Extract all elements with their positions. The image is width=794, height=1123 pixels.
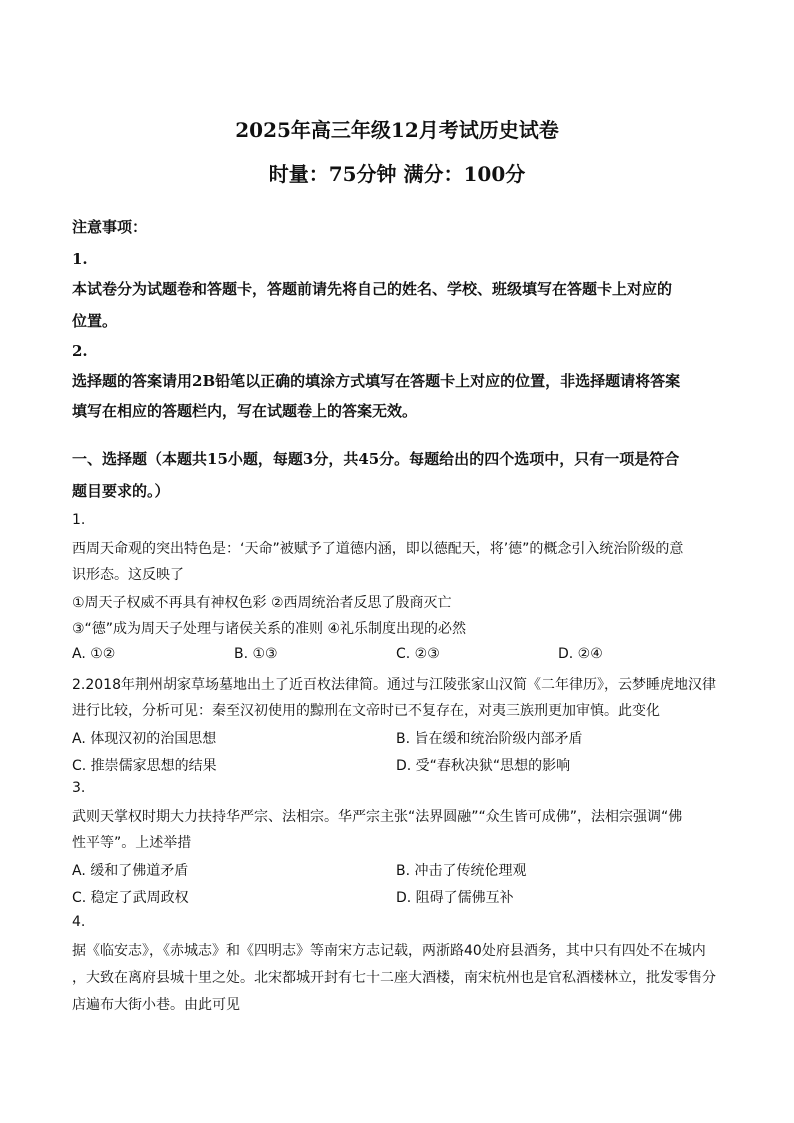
question-1-stem-line-1: 西周天命观的突出特色是：‘天命”被赋予了道德内涵，即以德配天，将’德”的概念引入统治阶级的意 (72, 541, 684, 557)
question-3-option-d: D. 阻碍了儒佛互补 (396, 890, 514, 906)
notice-heading: 注意事项： (72, 218, 148, 236)
question-3-stem-line-1: 武则天掌权时期大力扶持华严宗、法相宗。华严宗主张“法界圆融”“众生皆可成佛”，法相宗强调“佛 (72, 809, 683, 825)
question-2-option-a: A. 体现汉初的治国思想 (72, 731, 217, 747)
section-heading-line-2: 题目要求的。） (72, 482, 170, 500)
notice-item-2-line-2: 填写在相应的答题栏内，写在试题卷上的答案无效。 (72, 402, 418, 420)
notice-item-2-line-1: 选择题的答案请用2B铅笔以正确的填涂方式填写在答题卡上对应的位置，非选择题请将答案 (72, 372, 681, 390)
notice-item-1-line-2: 位置。 (72, 312, 118, 330)
section-heading-line-1: 一、选择题（本题共15小题，每题3分，共45分。每题给出的四个选项中，只有一项是符合 (72, 450, 680, 468)
question-3-option-a: A. 缓和了佛道矛盾 (72, 863, 189, 879)
question-1-option-b: B. ①③ (234, 646, 278, 662)
question-1-statement-1: ①周天子权威不再具有神权色彩 ②西周统治者反思了殷商灭亡 (72, 595, 452, 611)
notice-item-1-number: 1. (72, 250, 88, 268)
question-4-stem-line-2: ，大致在离府县城十里之处。北宋都城开封有七十二座大酒楼，南宋杭州也是官私酒楼林立，批发零售分 (72, 970, 716, 986)
question-4-stem-line-1: 据《临安志》，《赤城志》和《四明志》等南宋方志记载，两浙路40处府县酒务，其中只有四处不在城内 (72, 943, 706, 959)
question-1-option-d: D. ②④ (558, 646, 603, 662)
question-3-option-b: B. 冲击了传统伦理观 (396, 863, 527, 879)
question-2-option-d: D. 受“春秋决狱“思想的影响 (396, 758, 571, 774)
question-1-option-a: A. ①② (72, 646, 116, 662)
question-2-option-b: B. 旨在缓和统治阶级内部矛盾 (396, 731, 583, 747)
exam-title: 2025年高三年级12月考试历史试卷 (235, 118, 559, 142)
question-1-option-c: C. ②③ (396, 646, 440, 662)
notice-item-2-number: 2. (72, 342, 88, 360)
question-3-option-c: C. 稳定了武周政权 (72, 890, 189, 906)
question-1-stem-line-2: 识形态。这反映了 (72, 567, 184, 583)
question-4-number: 4. (72, 914, 86, 930)
question-1-statement-2: ③“德”成为周天子处理与诸侯关系的准则 ④礼乐制度出现的必然 (72, 621, 467, 637)
question-2-stem-line-1: 2.2018年荆州胡家草场墓地出土了近百枚法律简。通过与江陵张家山汉简《二年律历》，云梦睡虎地汉律 (72, 677, 716, 693)
question-3-stem-line-2: 性平等”。上述举措 (72, 835, 192, 851)
question-2-stem-line-2: 进行比较，分析可见：秦至汉初使用的黥刑在文帝时已不复存在，对夷三族刑更加审慎。此变化 (72, 703, 660, 719)
question-1-number: 1. (72, 512, 86, 528)
question-4-stem-line-3: 店遍布大街小巷。由此可见 (72, 997, 240, 1013)
notice-item-1-line-1: 本试卷分为试题卷和答题卡，答题前请先将自己的姓名、学校、班级填写在答题卡上对应的 (72, 280, 673, 298)
exam-subtitle: 时量：75分钟 满分：100分 (268, 162, 526, 186)
question-2-option-c: C. 推崇儒家思想的结果 (72, 758, 217, 774)
question-3-number: 3. (72, 780, 86, 796)
